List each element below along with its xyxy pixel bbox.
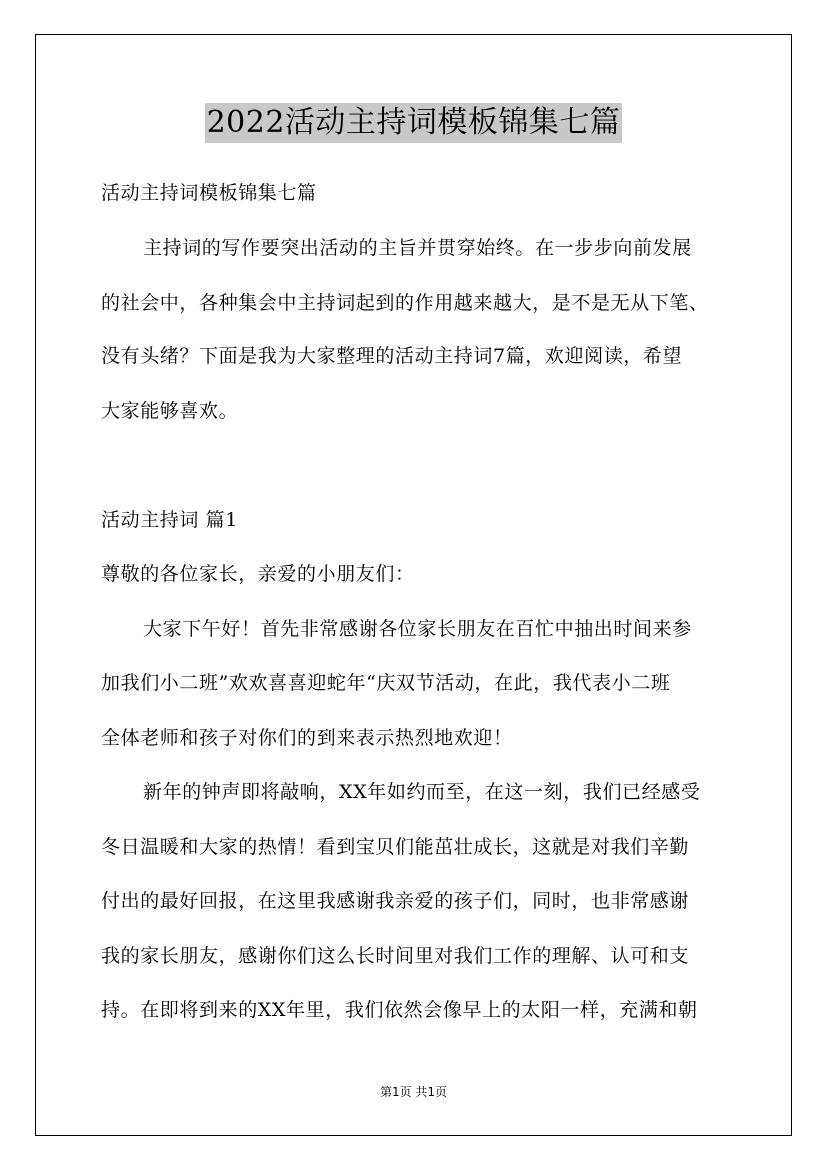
paragraph-line: 付出的最好回报，在这里我感谢我亲爱的孩子们，同时，也非常感谢 [101,890,690,912]
salutation-line: 尊敬的各位家长，亲爱的小朋友们： [101,563,415,585]
paragraph-line: 大家能够喜欢。 [101,400,239,422]
section-heading: 活动主持词 篇1 [101,509,238,531]
page-footer: 第1页 共1页 [379,1085,448,1099]
paragraph-line: 我的家长朋友，感谢你们这么长时间里对我们工作的理解、认可和支 [101,945,690,967]
paragraph-line: 没有头绪？下面是我为大家整理的活动主持词7篇，欢迎阅读，希望 [101,345,683,367]
paragraph-line: 冬日温暖和大家的热情！看到宝贝们能茁壮成长，这就是对我们辛勤 [101,836,690,858]
paragraph-line: 加我们小二班”欢欢喜喜迎蛇年“庆双节活动，在此，我代表小二班 [101,672,671,694]
subtitle-line: 活动主持词模板锦集七篇 [101,182,317,204]
paragraph-line: 全体老师和孩子对你们的到来表示热烈地欢迎！ [101,727,513,749]
paragraph-line: 持。在即将到来的XX年里，我们依然会像早上的太阳一样，充满和朝 [101,999,698,1021]
paragraph-line: 的社会中，各种集会中主持词起到的作用越来越大，是不是无从下笔、 [101,292,709,314]
document-title: 2022活动主持词模板锦集七篇 [205,103,623,143]
title-container [0,103,827,143]
paragraph-line: 主持词的写作要突出活动的主旨并贯穿始终。在一步步向前发展 [143,237,692,259]
paragraph-line: 新年的钟声即将敲响，XX年如约而至，在这一刻，我们已经感受 [143,781,701,803]
paragraph-line: 大家下午好！首先非常感谢各位家长朋友在百忙中抽出时间来参 [143,618,692,640]
